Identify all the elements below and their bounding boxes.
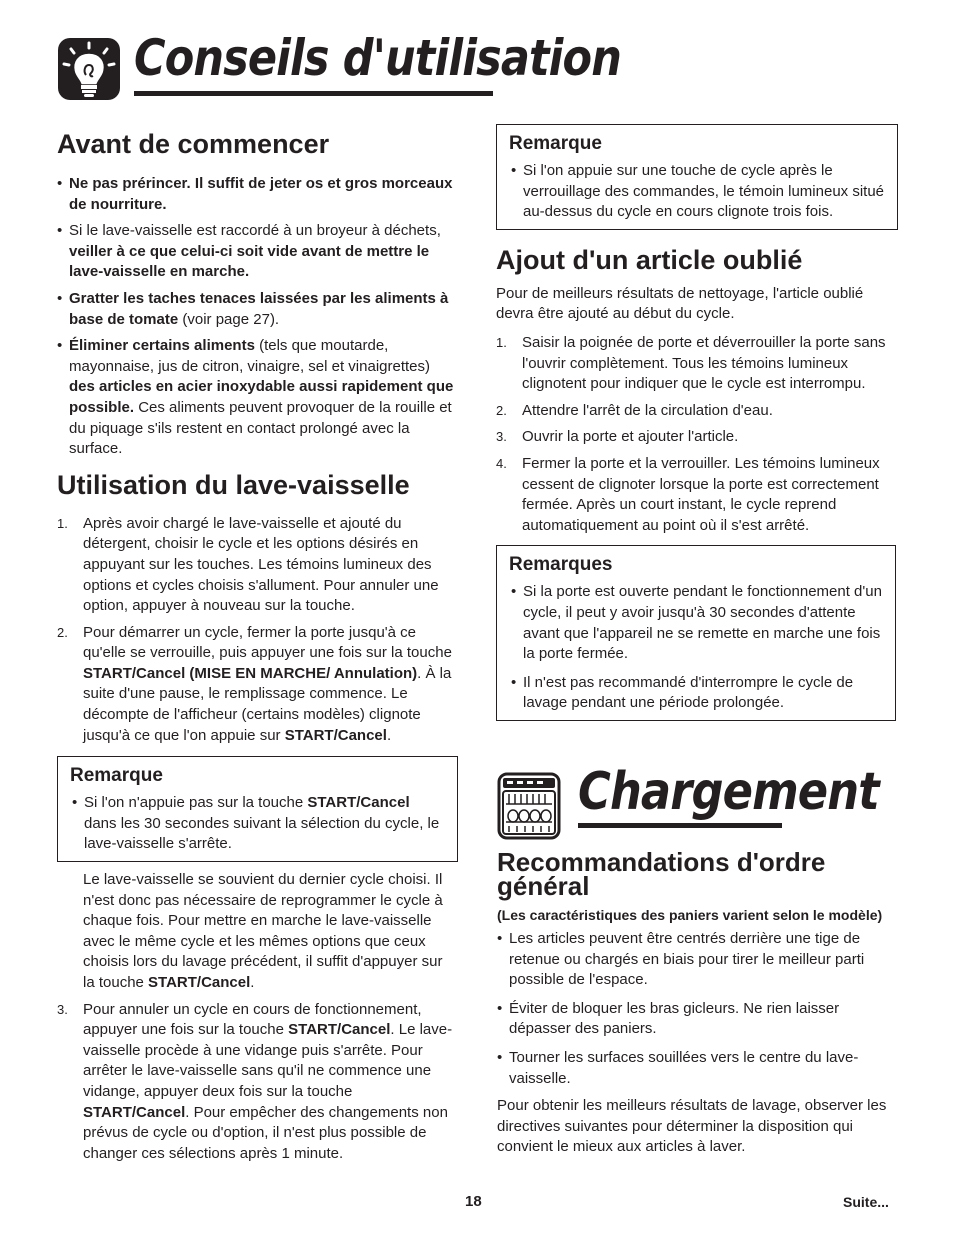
chargement-underline [578, 823, 782, 828]
list-item: 3. Ouvrir la porte et ajouter l'article. [496, 428, 739, 446]
list-item: • Il n'est pas recommandé d'interrompre le cycle de lavage pendant une période prolongée. [511, 673, 884, 714]
title-underline [134, 91, 493, 96]
list-item: • Si l'on appuie sur une touche de cycle après le verrouillage des commandes, le témoin lumineux situé au-dessus du cycle en cours clignote trois fois. [511, 161, 886, 223]
tips-icon [57, 37, 121, 101]
list-item: • Si l'on n'appuie pas sur la touche START/Cancel dans les 30 secondes suivant la sélection du cycle, le lave-vaisselle s'arrête. [72, 793, 446, 855]
section-heading-utilisation: Utilisation du lave-vaisselle [57, 469, 410, 500]
note-box [57, 756, 458, 862]
notes-box [496, 545, 896, 721]
section-heading-avant: Avant de commencer [57, 129, 330, 159]
recommandations-section [497, 847, 899, 1158]
section-heading-ajout: Ajout d'un article oublié [496, 244, 803, 275]
notes-title: Remarques [509, 554, 613, 576]
right-column [496, 124, 898, 721]
note-title: Remarque [70, 765, 163, 787]
list-item: 1. Après avoir chargé le lave-vaisselle et ajouté du détergent, choisir le cycle et les options désirés en appuyant sur les touches. Les témoins lumineux des options et cycles choisis s'allument. Pour annuler une option, appuyer à nouveau sur la touche. [57, 514, 439, 615]
list-item: • Éviter de bloquer les bras gicleurs. Ne rien laisser dépasser des paniers. [497, 999, 899, 1040]
list-item: • Tourner les surfaces souillées vers le centre du lave-vaisselle. [497, 1048, 899, 1089]
subheading: (Les caractéristiques des paniers varient selon le modèle) [497, 907, 883, 923]
page-title: Conseils d'utilisation [134, 29, 621, 87]
list-item: • Les articles peuvent être centrés derrière une tige de retenue ou chargés en biais pour tirer le meilleur parti possible de l'espace. [497, 929, 899, 991]
ajout-intro: Pour de meilleurs résultats de nettoyage, l'article oublié devra être ajouté au début du cycle. [496, 284, 864, 323]
ajout-steps [496, 333, 898, 536]
section-heading-recommandations: Recommandations d'ordre général [497, 847, 826, 901]
recommandations-list [497, 929, 899, 1089]
list-item: 2. Pour démarrer un cycle, fermer la porte jusqu'à ce qu'elle se verrouille, puis appuyer une fois sur la touche START/Cancel (MISE EN MARCHE/ Annulation). À la suite d'une pause, le remplissage commence. Le décompte de l'afficheur (certains modèles) clignote jusqu'à ce que l'on appuie sur START/Cancel. [57, 623, 452, 744]
list-item: • Si le lave-vaisselle est raccordé à un broyeur à déchets, veiller à ce que celui-ci soit vide avant de mettre le lave-vaisselle en marche. [57, 221, 458, 283]
note-title: Remarque [509, 133, 602, 154]
avant-list [57, 174, 458, 460]
list-item: 1. Saisir la poignée de porte et déverrouiller la porte sans l'ouvrir complètement. Tous les témoins lumineux clignotent pour indiquer que le cycle est interrompu. [496, 333, 886, 393]
list-item: • Gratter les taches tenaces laissées par les aliments à base de tomate (voir page 27). [57, 289, 458, 330]
left-column [57, 131, 458, 1164]
utilisation-steps [57, 514, 458, 747]
continued-label: Suite... [843, 1194, 889, 1210]
dishwasher-icon [497, 772, 561, 840]
list-item: 3. Pour annuler un cycle en cours de fonctionnement, appuyer une fois sur la touche START/Cancel. Le lave-vaisselle procède à une vidange puis s'arrête. Pour arrêter le lave-vaisselle sans qu'il ne commence une vidange, appuyer deux fois sur la touche START/Cancel. Pour empêcher des changements non prévus de cycle ou d'option, il n'est plus possible de changer ces sélections après 1 minute. [57, 1000, 453, 1162]
list-item: • Éliminer certains aliments (tels que moutarde, mayonnaise, jus de citron, vinaigre, sel et vinaigrettes) des articles en acier inoxydable aussi rapidement que possible. Ces aliments peuvent provoquer de la rouille et du piquage s'ils restent en contact prolongé avec la surface. [57, 336, 458, 460]
list-item: • Si la porte est ouverte pendant le fonctionnement d'un cycle, il peut y avoir jusqu'à 30 secondes d'attente avant que l'appareil ne se remette en marche une fois la porte fermée. [511, 582, 884, 664]
section-title-chargement: Chargement [578, 762, 879, 822]
list-item: • Ne pas prérincer. Il suffit de jeter os et gros morceaux de nourriture. [57, 174, 458, 215]
list-item: 4. Fermer la porte et la verrouiller. Les témoins lumineux cessent de clignoter lorsque la porte est correctement fermée. Après un court instant, le cycle reprend automatiquement au point où il s'est arrêté. [496, 454, 880, 534]
utilisation-steps-cont [57, 1000, 458, 1165]
note-box [496, 124, 898, 230]
list-item: 2. Attendre l'arrêt de la circulation d'eau. [496, 401, 773, 419]
recommandations-outro: Pour obtenir les meilleurs résultats de lavage, observer les directives suivantes pour déterminer la disposition qui convient le mieux aux articles à laver. [497, 1097, 887, 1156]
memory-paragraph: Le lave-vaisselle se souvient du dernier cycle choisi. Il n'est donc pas nécessaire de reprogrammer le cycle à chaque fois. Pour mettre en marche le lave-vaisselle avec le même cycle et les mêmes options que ceux choisis lors du lavage précédent, il suffit d'appuyer sur la touche START/Cancel. [83, 871, 443, 991]
page-number: 18 [465, 1193, 482, 1210]
